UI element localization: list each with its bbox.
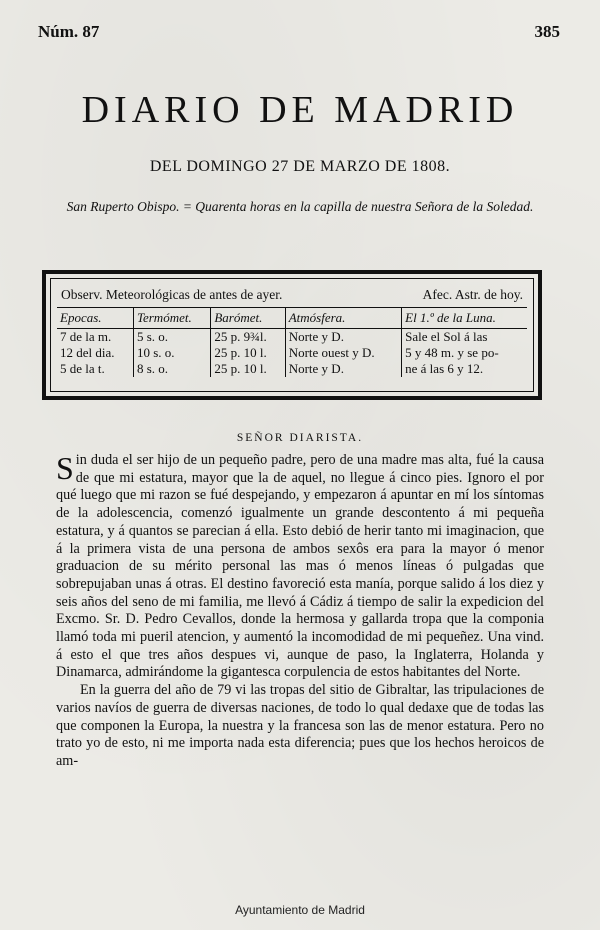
meteo-table xyxy=(57,308,527,377)
table-row xyxy=(57,329,527,346)
dateline: DEL DOMINGO 27 DE MARZO DE 1808. xyxy=(149,158,451,175)
meteo-title-right: Afec. Astr. de hoy. xyxy=(422,287,523,302)
table-cell: 25 p. 10 l. xyxy=(211,345,285,361)
table-cell: 5 de la t. xyxy=(60,361,105,376)
table-cell: 12 del dia. xyxy=(60,345,115,360)
table-cell: 7 de la m. xyxy=(60,329,112,344)
page-header xyxy=(38,22,560,42)
paragraph: Sin duda el ser hijo de un pequeño padre, pero de una madre mas alta, fué la causa de que mi estatura, mayor que la de aquel, no llegue á cinco pies. Ignoro el por qué luego que mi razon se fué despejando, y empezaron á apuntar en mí los síntomas de la adolescencia, comenzó igualmente un grande descontento á mi pequeña estatura, y á quantos se parecian á ella. Esto debió de herir tanto mi imaginacion, que á la primera vista de una persona de ambos sexôs era para la mayor ó menor graduacion de su mérito personal las mas ó menos líneas ó pulgadas que sobrepujaban unas á otras. El destino favoreció esta manía, porque salido á los diez y seis años del seno de mi familia, me llevó á Cádiz á tiempo de salir la expedicion del Excmo. Sr. D. Pedro Cevallos, donde la hermosa y gallarda tropa que la componia llamó toda mi pueril atencion, y aumentó la incomodidad de mi pequeñez. Una vind. á esto el que tres años despues vi, aunque de paso, la Inglaterra, Holanda y Dinamarca, admirándome la gigantesca corpulencia de estos habitantes del Norte. xyxy=(56,450,544,681)
table-row xyxy=(57,345,527,361)
article-body xyxy=(56,452,544,771)
table-cell: 5 s. o. xyxy=(133,329,210,346)
table-cell: 5 y 48 m. y se po- xyxy=(402,345,527,361)
table-cell: ne á las 6 y 12. xyxy=(402,361,527,377)
masthead-title: DIARIO DE MADRID xyxy=(81,89,519,131)
paragraph: En la guerra del año de 79 vi las tropas del sitio de Gibraltar, las tripulaciones de varios navíos de guerra de diversas naciones, de todo lo qual dedaxe que de todas las que componen la Europa, la nuestra y la francesa son las de menor estatura. Pero no trato yo de esto, ni me importa nada esta diferencia; pues que los hechos heroicos de am- xyxy=(56,682,544,769)
issue-number: Núm. 87 xyxy=(38,22,100,41)
table-cell: 25 p. 10 l. xyxy=(211,361,285,377)
meteo-title-left: Observ. Meteorológicas de antes de ayer. xyxy=(61,287,283,302)
page-number: 385 xyxy=(534,22,560,41)
section-title: SEÑOR DIARISTA. xyxy=(236,432,364,444)
footer-credit: Ayuntamiento de Madrid xyxy=(235,903,365,917)
table-cell: 10 s. o. xyxy=(133,345,210,361)
table-cell: Norte y D. xyxy=(285,361,401,377)
col-epocas: Epocas. xyxy=(57,308,133,329)
meteorological-box xyxy=(42,270,542,400)
col-barometro: Barómet. xyxy=(211,308,285,329)
col-termometro: Termómet. xyxy=(133,308,210,329)
table-cell: 25 p. 9¾l. xyxy=(211,329,285,346)
table-cell: 8 s. o. xyxy=(133,361,210,377)
meteo-header xyxy=(57,279,527,308)
col-luna: El 1.º de la Luna. xyxy=(402,308,527,329)
table-cell: Sale el Sol á las xyxy=(402,329,527,346)
saint-of-day: San Ruperto Obispo. = Quarenta horas en la capilla de nuestra Señora de la Soledad. xyxy=(66,199,534,214)
table-cell: Norte ouest y D. xyxy=(285,345,401,361)
table-row xyxy=(57,361,527,377)
meteo-header-row xyxy=(57,308,527,329)
table-cell: Norte y D. xyxy=(285,329,401,346)
col-atmosfera: Atmósfera. xyxy=(285,308,401,329)
